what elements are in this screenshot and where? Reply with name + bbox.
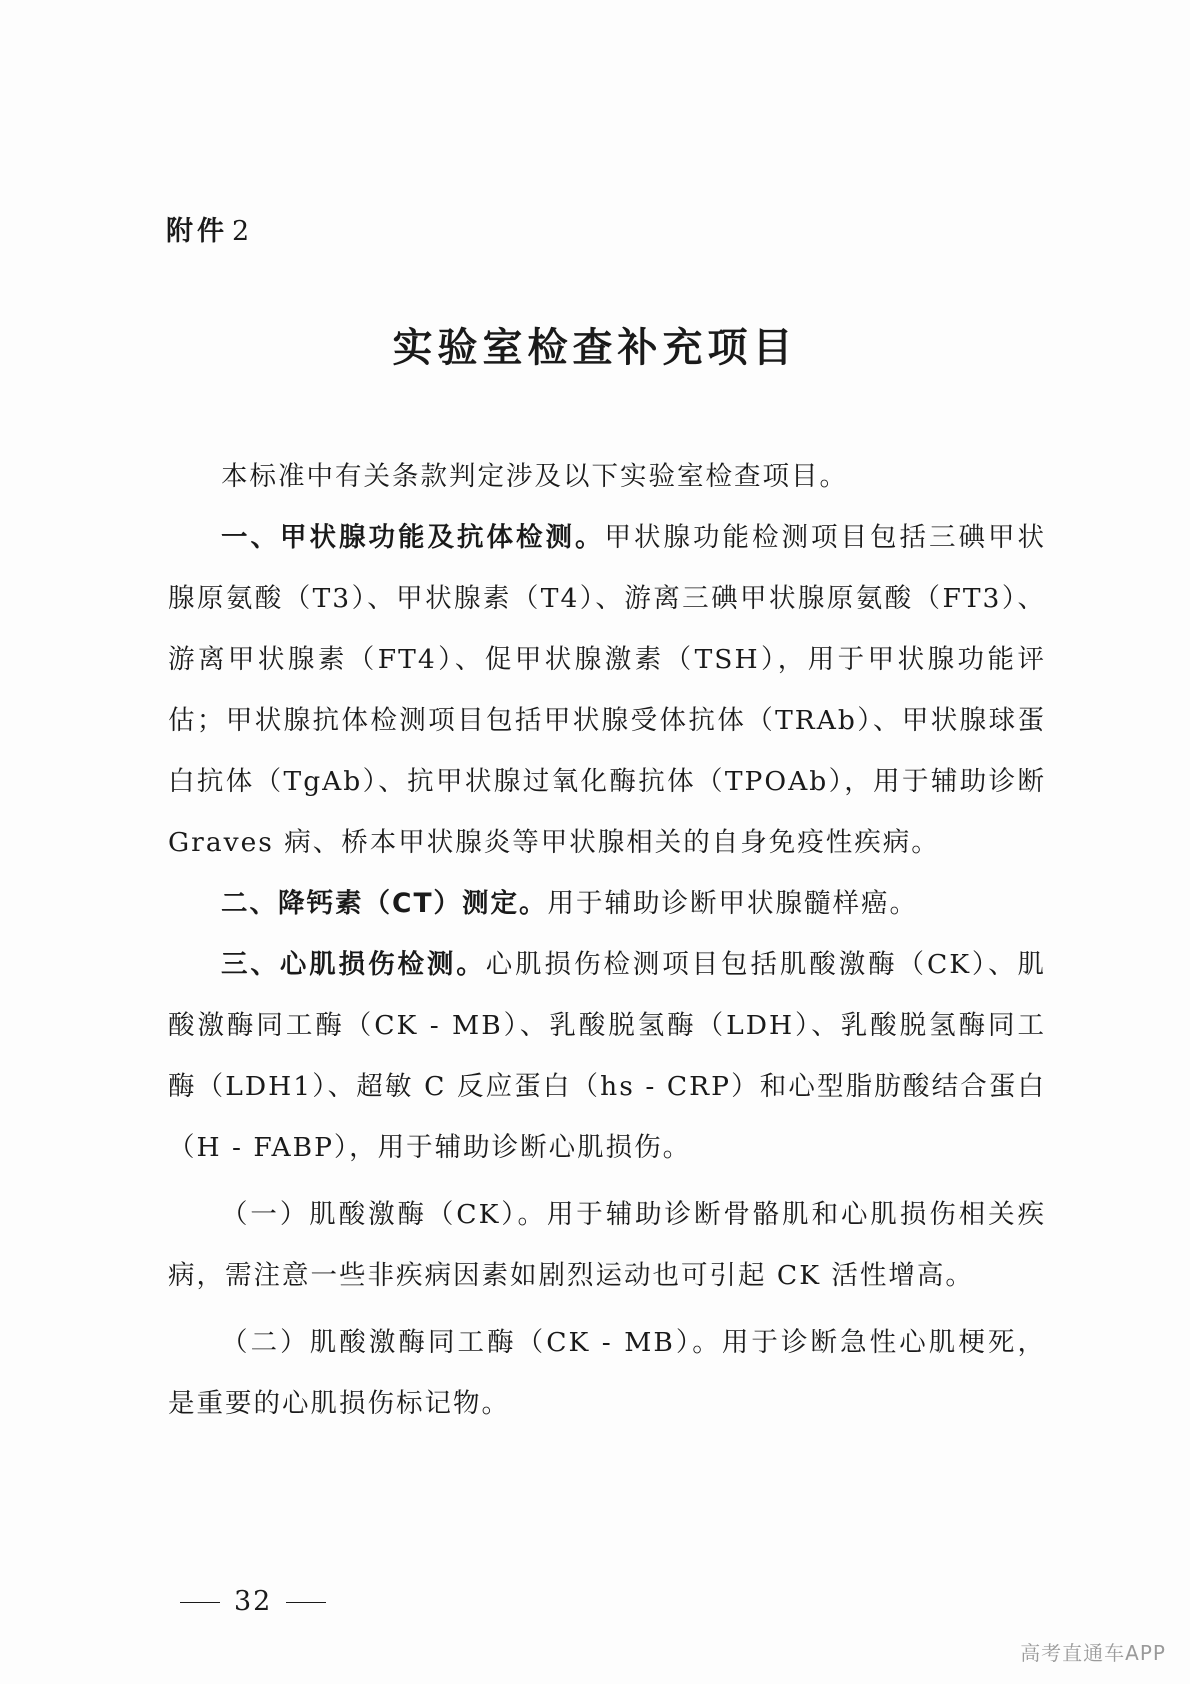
page-title: 实验室检查补充项目 [392,325,798,371]
paragraph-calcitonin [168,873,1046,934]
paragraph-ck [168,1184,1046,1306]
watermark: 高考直通车APP [1020,1641,1166,1665]
paragraph-myocardial-heading: 三、心肌损伤检测。 [221,949,486,980]
attachment-number: 2 [232,216,250,247]
paragraph-intro [168,446,1046,507]
page-number [166,1582,340,1622]
paragraph-myocardial-text: 心肌损伤检测项目包括肌酸激酶（CK）、肌酸激酶同工酶（CK - MB）、乳酸脱氢酶（LDH）、乳酸脱氢酶同工酶（LDH1）、超敏 C 反应蛋白（hs - CRP）和心型脂肪酸结合蛋白（H - FABP），用于辅助诊断心肌损伤。 [168,949,1047,1163]
paragraph-calcitonin-heading: 二、降钙素（CT）测定。 [221,888,548,919]
page-number-dash-right [286,1602,326,1603]
paragraph-thyroid-text: 甲状腺功能检测项目包括三碘甲状腺原氨酸（T3）、甲状腺素（T4）、游离三碘甲状腺原氨酸（FT3）、游离甲状腺素（FT4）、促甲状腺激素（TSH），用于甲状腺功能评估；甲状腺抗体检测项目包括甲状腺受体抗体（TRAb）、甲状腺球蛋白抗体（TgAb）、抗甲状腺过氧化酶抗体（TPOAb），用于辅助诊断 Graves 病、桥本甲状腺炎等甲状腺相关的自身免疫性疾病。 [168,522,1046,858]
page-number-dash-left [180,1602,220,1603]
paragraph-thyroid [168,507,1046,873]
paragraph-thyroid-heading: 一、甲状腺功能及抗体检测。 [221,522,605,553]
paragraph-intro-text: 本标准中有关条款判定涉及以下实验室检查项目。 [221,461,848,492]
paragraph-ck-text: （一）肌酸激酶（CK）。用于辅助诊断骨骼肌和心肌损伤相关疾病，需注意一些非疾病因素如剧烈运动也可引起 CK 活性增高。 [168,1199,1046,1291]
attachment-label [166,212,249,252]
page-number-value: 32 [234,1586,273,1617]
paragraph-ck-mb-text: （二）肌酸激酶同工酶（CK - MB）。用于诊断急性心肌梗死，是重要的心肌损伤标记物。 [168,1327,1046,1419]
body-text [168,446,1046,1434]
paragraph-ck-mb [168,1312,1046,1434]
attachment-label-text: 附件 [166,216,228,247]
paragraph-myocardial [168,934,1046,1178]
paragraph-calcitonin-text: 用于辅助诊断甲状腺髓样癌。 [547,888,919,919]
